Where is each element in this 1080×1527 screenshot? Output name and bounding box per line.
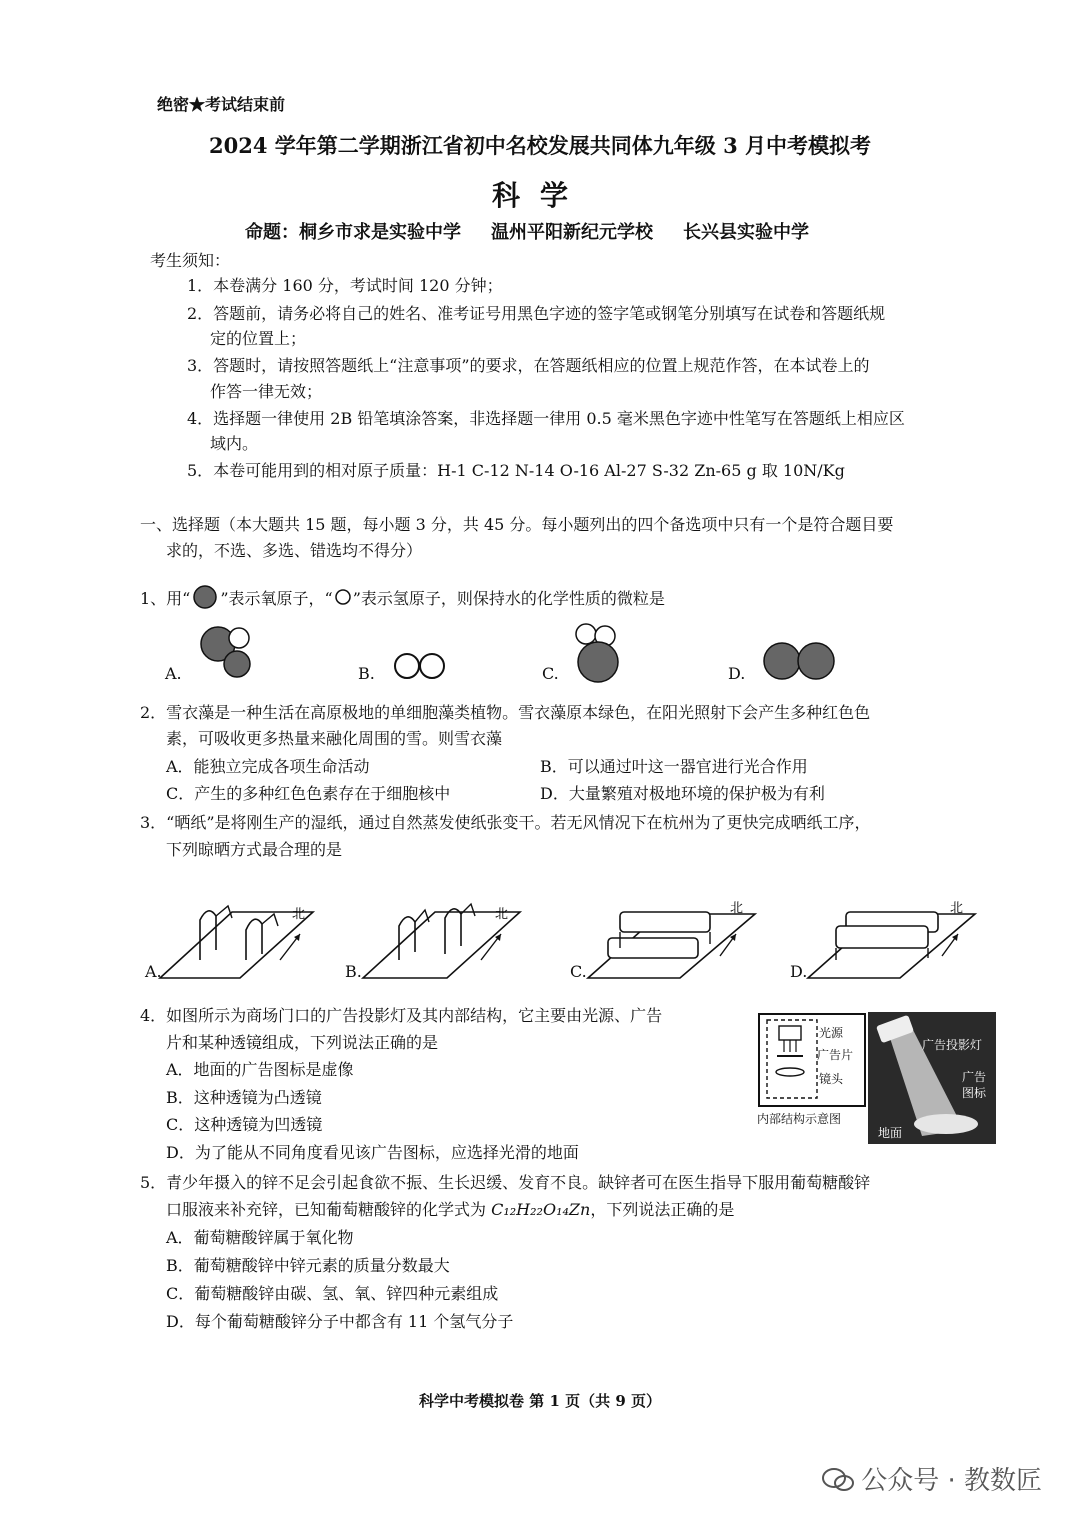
notice-item: 3．答题时，请按照答题纸上“注意事项”的要求，在答题纸相应的位置上规范作答，在本试卷上的 xyxy=(187,356,870,375)
q3-option-d-figure xyxy=(800,890,980,982)
q2-option-d: D．大量繁殖对极地环境的保护极为有利 xyxy=(540,784,825,803)
label-ad-icon-2: 图标 xyxy=(962,1086,987,1100)
projector-photo xyxy=(868,1012,996,1144)
notice-title: 考生须知： xyxy=(150,251,231,270)
q3-option-c-figure xyxy=(580,890,760,982)
q5-option-b: B．葡萄糖酸锌中锌元素的质量分数最大 xyxy=(166,1256,450,1275)
q1-option-b-label: B. xyxy=(358,664,375,683)
q1-option-a-label: A. xyxy=(165,664,182,683)
section-heading: 一、选择题（本大题共 15 题，每小题 3 分，共 45 分。每小题列出的四个备选项中只有一个是符合题目要 xyxy=(140,515,894,534)
label-lens: 镜头 xyxy=(819,1072,844,1086)
author-school-3: 长兴县实验中学 xyxy=(683,222,809,243)
label-light-source: 光源 xyxy=(819,1026,844,1040)
q5-text-post: ，下列说法正确的是 xyxy=(590,1200,735,1219)
q3-option-a-figure xyxy=(150,890,320,982)
label-ground: 地面 xyxy=(878,1126,903,1140)
label-ad-lamp: 广告投影灯 xyxy=(922,1038,983,1052)
q5-option-d: D．每个葡萄糖酸锌分子中都含有 11 个氢气分子 xyxy=(166,1312,514,1331)
q1-option-b-molecule xyxy=(392,650,450,682)
notice-item: 定的位置上； xyxy=(210,329,307,348)
q1-option-d-molecule xyxy=(760,640,840,682)
structure-caption: 内部结构示意图 xyxy=(757,1112,842,1126)
q3-d-north: 北 xyxy=(950,901,964,916)
question-1 xyxy=(140,585,665,609)
hydrogen-atom-icon xyxy=(333,587,353,607)
q1-option-d-label: D. xyxy=(728,664,746,683)
q4-option-a: A．地面的广告图标是虚像 xyxy=(166,1060,354,1079)
notice-item: 作答一律无效； xyxy=(210,382,323,401)
wechat-icon xyxy=(821,1466,855,1494)
q2-option-c: C．产生的多种红色色素存在于细胞核中 xyxy=(166,784,451,803)
question-4-cont: 片和某种透镜组成，下列说法正确的是 xyxy=(166,1033,439,1052)
label-ad-icon-1: 广告 xyxy=(962,1070,987,1084)
watermark xyxy=(821,1460,1042,1497)
q1-text: 1、用“ xyxy=(140,589,191,608)
question-3: 3．“晒纸”是将刚生产的湿纸，通过自然蒸发使纸张变干。若无风情况下在杭州为了更快完成晒纸工序， xyxy=(140,813,871,832)
q3-b-north: 北 xyxy=(495,907,509,922)
q3-option-d-label: D. xyxy=(790,962,808,981)
question-2-cont: 素，可吸收更多热量来融化周围的雪。则雪衣藻 xyxy=(166,729,503,748)
author-school-1: 桐乡市求是实验中学 xyxy=(299,222,461,243)
authors-prefix: 命题： xyxy=(245,222,299,243)
notice-item: 1．本卷满分 160 分，考试时间 120 分钟； xyxy=(187,276,503,295)
q1-text: ”表示氢原子，则保持水的化学性质的微粒是 xyxy=(352,589,665,608)
exam-title: 2024 学年第二学期浙江省初中名校发展共同体九年级 3 月中考模拟考 xyxy=(209,133,871,158)
watermark-text: 公众号 · 教数匠 xyxy=(861,1466,1042,1496)
question-4: 4．如图所示为商场门口的广告投影灯及其内部结构，它主要由光源、广告 xyxy=(140,1006,663,1025)
q3-option-b-figure xyxy=(355,890,525,982)
authors-line xyxy=(245,218,839,244)
question-3-cont: 下列晾晒方式最合理的是 xyxy=(166,840,343,859)
q3-a-north: 北 xyxy=(292,907,306,922)
q1-text: ”表示氧原子，“ xyxy=(220,589,333,608)
notice-item: 5．本卷可能用到的相对原子质量：H-1 C-12 N-14 O-16 Al-27 S-32 Zn-65 g 取 10N/Kg xyxy=(187,461,845,480)
q1-option-a-molecule xyxy=(198,624,258,684)
q5-option-c: C．葡萄糖酸锌由碳、氢、氧、锌四种元素组成 xyxy=(166,1284,499,1303)
notice-item: 4．选择题一律使用 2B 铅笔填涂答案，非选择题一律用 0.5 毫米黑色字迹中性笔写在答题纸上相应区 xyxy=(187,409,905,428)
question-2: 2．雪衣藻是一种生活在高原极地的单细胞藻类植物。雪衣藻原本绿色，在阳光照射下会产生多种红色色 xyxy=(140,703,871,722)
q3-option-b-label: B. xyxy=(345,962,362,981)
question-5-cont xyxy=(166,1197,734,1220)
q1-option-c-molecule xyxy=(570,620,630,686)
q4-option-d: D．为了能从不同角度看见该广告图标，应选择光滑的地面 xyxy=(166,1143,579,1162)
q4-option-c: C．这种透镜为凹透镜 xyxy=(166,1115,323,1134)
notice-item: 域内。 xyxy=(210,434,259,453)
secret-label: 绝密★考试结束前 xyxy=(157,95,286,114)
q2-option-a: A．能独立完成各项生命活动 xyxy=(166,757,370,776)
q2-option-b: B．可以通过叶这一器官进行光合作用 xyxy=(540,757,808,776)
q5-option-a: A．葡萄糖酸锌属于氧化物 xyxy=(166,1228,354,1247)
question-5: 5．青少年摄入的锌不足会引起食欲不振、生长迟缓、发育不良。缺锌者可在医生指导下服用葡萄糖酸锌 xyxy=(140,1173,871,1192)
q5-text-pre: 口服液来补充锌，已知葡萄糖酸锌的化学式为 xyxy=(166,1200,492,1219)
notice-item: 2．答题前，请务必将自己的姓名、准考证号用黑色字迹的签字笔或钢笔分别填写在试卷和答题纸规 xyxy=(187,304,886,323)
page-footer: 科学中考模拟卷 第 1 页（共 9 页） xyxy=(419,1392,661,1410)
q4-option-b: B．这种透镜为凸透镜 xyxy=(166,1088,322,1107)
q3-option-c-label: C. xyxy=(570,962,587,981)
q3-option-a-label: A. xyxy=(145,962,162,981)
author-school-2: 温州平阳新纪元学校 xyxy=(491,222,653,243)
section-heading-cont: 求的，不选、多选、错选均不得分） xyxy=(166,541,423,560)
projector-structure-figure xyxy=(757,1012,867,1130)
q3-c-north: 北 xyxy=(730,901,744,916)
subject-title: 科学 xyxy=(491,179,588,212)
q5-formula: C₁₂H₂₂O₁₄Zn xyxy=(491,1200,591,1219)
label-ad-film: 广告片 xyxy=(817,1048,854,1062)
q1-option-c-label: C. xyxy=(542,664,559,683)
oxygen-atom-icon xyxy=(190,585,220,609)
